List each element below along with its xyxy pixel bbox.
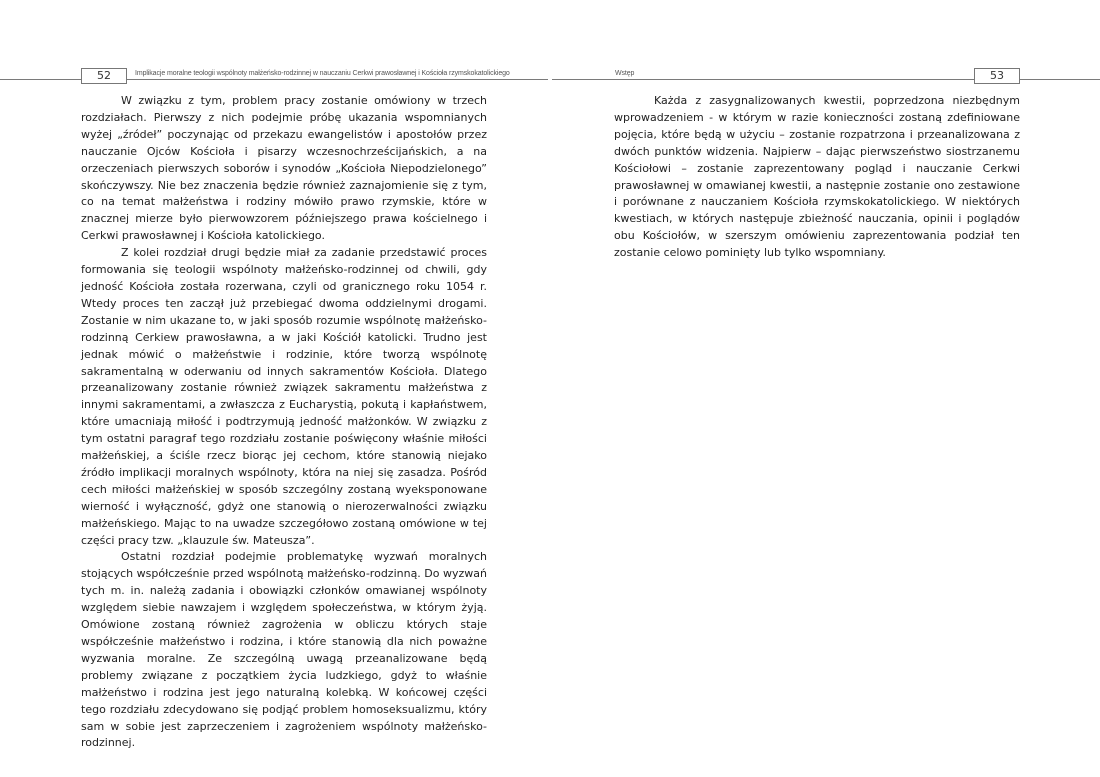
left-running-head: Implikacje moralne teologii wspólnoty małżeńsko-rodzinnej w nauczaniu Cerkwi prawosławnej i Kościoła rzymskokatolickiego <box>135 70 510 77</box>
paragraph: Ostatni rozdział podejmie problematykę wyzwań moralnych stojących współcześnie przed wspólnotą małżeńsko-rodzinną. Do wyzwań tych m. in. należą zadania i obowiązki członków omawianej wspólnoty względem siebie nawzajem i względem społeczeństwa, w którym żyją. Omówione zostaną również zagrożenia w obliczu których staje współcześnie małżeństwo i rodzina, i które stanowią dla nich poważne wyzwania moralne. Ze szczególną uwagą przeanalizowane będą problemy związane z początkiem życia ludzkiego, gdyż to właśnie małżeństwo i rodzina jest jego naturalną kolebką. W końcowej części tego rozdziału zdecydowano się podjąć problem homoseksualizmu, który sam w sobie jest zaprzeczeniem i zagrożeniem wspólnoty małżeńsko-rodzinnej. <box>81 550 487 750</box>
right-page-number: 53 <box>974 68 1020 84</box>
right-running-head: Wstęp <box>615 70 635 77</box>
paragraph: Każda z zasygnalizowanych kwestii, poprzedzona niezbędnym wprowadzeniem - w którym w razie konieczności zostaną zdefiniowane pojęcia, które będą w użyciu – zostanie rozpatrzona i przeanalizowana z dwóch punktów widzenia. Najpierw – dając pierwszeństwo siostrzanemu Kościołowi – zostanie zaprezentowany pogląd i nauczanie Cerkwi prawosławnej w omawianej kwestii, a następnie zostanie ono zestawione i porównane z nauczaniem Kościoła rzymskokatolickiego. W niektórych kwestiach, w których następuje zbieżność nauczania, opinii i poglądów obu Kościołów, w szerszym omówieniu zaprezentowania podział ten zostanie celowo pominięty lub tylko wspomniany. <box>614 94 1020 260</box>
left-page-body <box>81 93 487 752</box>
left-page-number: 52 <box>81 68 127 84</box>
paragraph: W związku z tym, problem pracy zostanie omówiony w trzech rozdziałach. Pierwszy z nich podejmie próbę ukazania wspomnianych wyżej „źródeł” poczynając od przekazu ewangelistów i apostołów przez nauczanie Ojców Kościoła i pisarzy wczesnochrześcijańskich, a na orzeczeniach pierwszych soborów i synodów „Kościoła Niepodzielonego” skończywszy. Nie bez znaczenia będzie również zaznajomienie się z tym, co na temat małżeństwa i rodziny mówiło prawo rzymskie, które w znacznej mierze było pierwowzorem późniejszego prawa kościelnego i Cerkwi prawosławnej i Kościoła katolickiego. <box>81 94 487 243</box>
right-page-body <box>614 93 1020 262</box>
paragraph: Z kolei rozdział drugi będzie miał za zadanie przedstawić proces formowania się teologii wspólnoty małżeńsko-rodzinnej od chwili, gdy jedność Kościoła została rozerwana, czyli od granicznego roku 1054 r. Wtedy proces ten zaczął już przebiegać dwoma oddzielnymi drogami. Zostanie w nim ukazane to, w jaki sposób rozumie wspólnotę małżeńsko-rodzinną Cerkiew prawosławna, a w jaki Kościół katolicki. Trudno jest jednak mówić o małżeństwie i rodzinie, które tworzą wspólnotę sakramentalną w oderwaniu od innych sakramentów Kościoła. Dlatego przeanalizowany zostanie również związek sakramentu małżeństwa z innymi sakramentami, a zwłaszcza z Eucharystią, pokutą i kapłaństwem, które umacniają miłość i podtrzymują jedność małżonków. W związku z tym ostatni paragraf tego rozdziału zostanie poświęcony właśnie miłości małżeńskiej, a ściśle rzecz biorąc jej cechom, które stanowią niejako źródło implikacji moralnych wspólnoty, która na niej się zasadza. Pośród cech miłości małżeńskiej w sposób szczególny zostaną wyeksponowane wierność i wyłączność, gdyż one stanowią o nierozerwalności związku małżeńskiego. Mając to na uwadze szczegółowo zostaną omówione w tej części pracy tzw. „klauzule św. Mateusza”. <box>81 246 487 547</box>
